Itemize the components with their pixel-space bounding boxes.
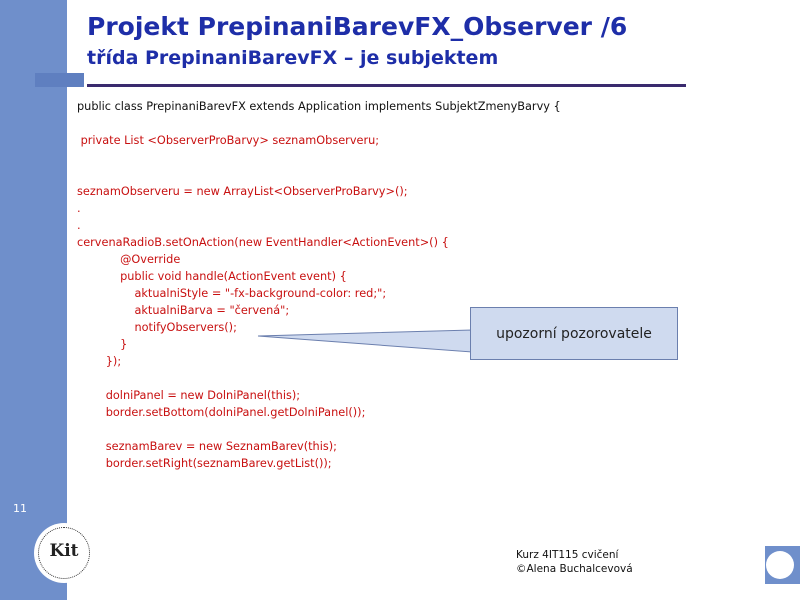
code-line: .: [77, 219, 81, 232]
code-line: private List <ObserverProBarvy> seznamObserveru;: [77, 134, 380, 147]
callout-text: upozorní pozorovatele: [496, 325, 652, 342]
code-line: seznamBarev = new SeznamBarev(this);: [77, 440, 337, 453]
code-line: @Override: [77, 253, 181, 266]
callout-box: [470, 307, 678, 360]
code-line: }: [77, 338, 128, 351]
corner-decoration: [765, 546, 800, 584]
code-line: seznamObserveru = new ArrayList<ObserverProBarvy>();: [77, 185, 408, 198]
footer: [516, 548, 633, 576]
code-line: });: [77, 355, 122, 368]
code-line: border.setRight(seznamBarev.getList());: [77, 457, 332, 470]
code-line: aktualniBarva = "červená";: [77, 304, 290, 317]
code-line: border.setBottom(dolniPanel.getDolniPanel());: [77, 406, 366, 419]
footer-course: Kurz 4IT115 cvičení: [516, 549, 619, 561]
code-line: .: [77, 202, 81, 215]
code-line: public void handle(ActionEvent event) {: [77, 270, 347, 283]
slide-title: Projekt PrepinaniBarevFX_Observer /6: [87, 12, 628, 41]
logo-text: Kit: [49, 541, 79, 561]
code-line: aktualniStyle = "-fx-background-color: red;";: [77, 287, 387, 300]
slide-number: 11: [13, 502, 27, 515]
university-logo: [34, 523, 94, 583]
code-line: public class PrepinaniBarevFX extends Application implements SubjektZmenyBarvy {: [77, 100, 561, 113]
slide-subtitle: třída PrepinaniBarevFX – je subjektem: [87, 47, 499, 69]
code-line: dolniPanel = new DolniPanel(this);: [77, 389, 301, 402]
code-line: notifyObservers();: [77, 321, 237, 334]
footer-author: ©Alena Buchalcevová: [516, 563, 633, 575]
code-line: cervenaRadioB.setOnAction(new EventHandler<ActionEvent>() {: [77, 236, 449, 249]
